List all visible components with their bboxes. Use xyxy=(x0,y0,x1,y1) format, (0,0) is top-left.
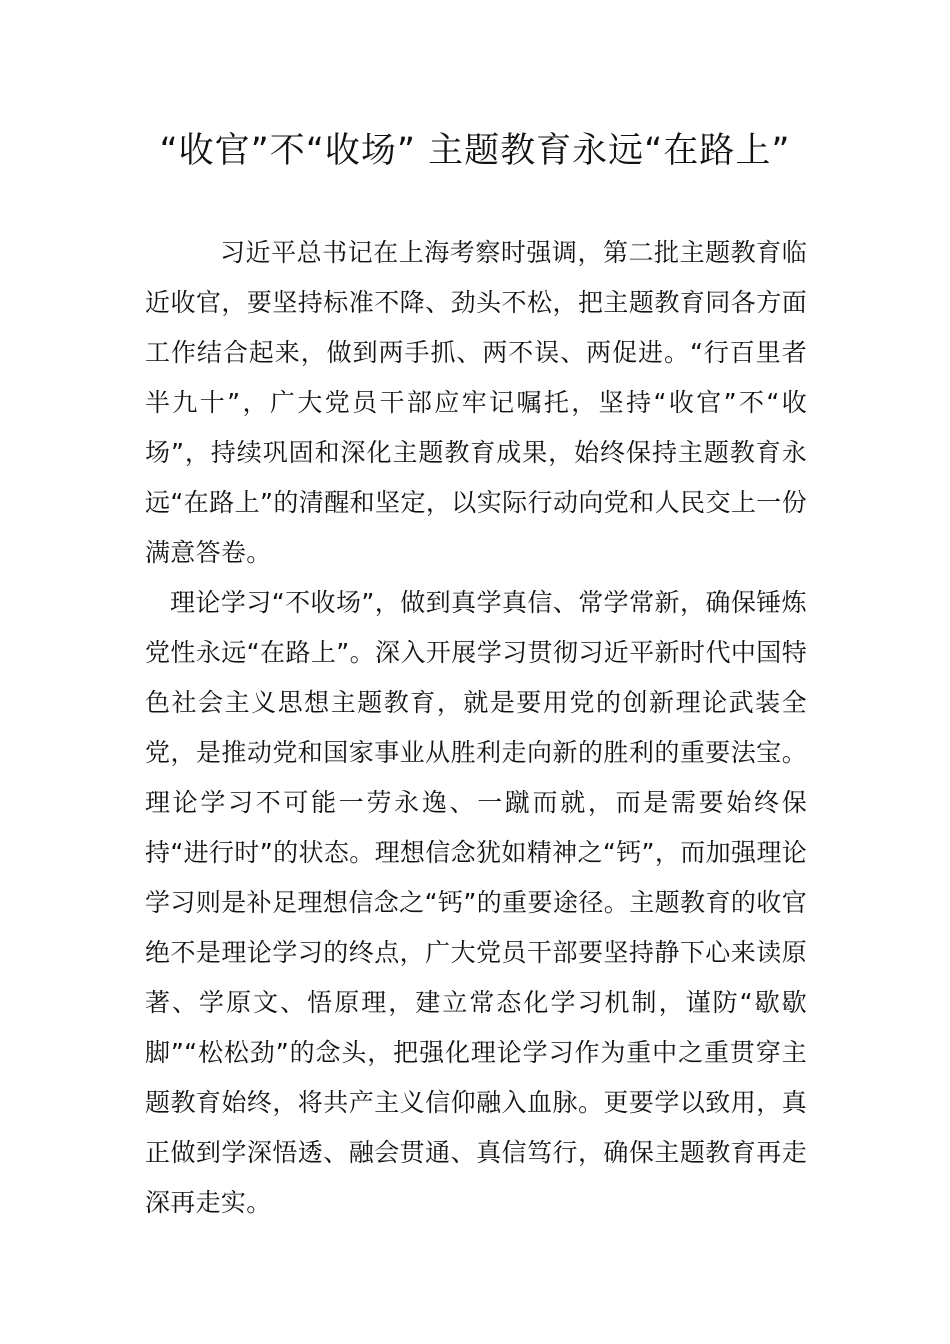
document-title: “收官”不“收场” 主题教育永远“在路上” xyxy=(159,131,791,171)
document-body xyxy=(145,228,807,1228)
paragraph-intro: 习近平总书记在上海考察时强调，第二批主题教育临近收官，要坚持标准不降、劲头不松，把主题教育同各方面工作结合起来，做到两手抓、两不误、两促进。“行百里者半九十”，广大党员干部应牢记嘱托，坚持“收官”不“收场”，持续巩固和深化主题教育成果，始终保持主题教育永远“在路上”的清醒和坚定，以实际行动向党和人民交上一份满意答卷。 xyxy=(145,238,807,567)
paragraph-theory-study: 理论学习“不收场”，做到真学真信、常学常新，确保锤炼党性永远“在路上”。深入开展学习贯彻习近平新时代中国特色社会主义思想主题教育，就是要用党的创新理论武装全党，是推动党和国家事业从胜利走向新的胜利的重要法宝。理论学习不可能一劳永逸、一蹴而就，而是需要始终保持“进行时”的状态。理想信念犹如精神之“钙”，而加强理论学习则是补足理想信念之“钙”的重要途径。主题教育的收官绝不是理论学习的终点，广大党员干部要坚持静下心来读原著、学原文、悟原理，建立常态化学习机制，谨防“歇歇脚”“松松劲”的念头，把强化理论学习作为重中之重贯穿主题教育始终，将共产主义信仰融入血脉。更要学以致用，真正做到学深悟透、融会贯通、真信笃行，确保主题教育再走深再走实。 xyxy=(145,588,807,1217)
